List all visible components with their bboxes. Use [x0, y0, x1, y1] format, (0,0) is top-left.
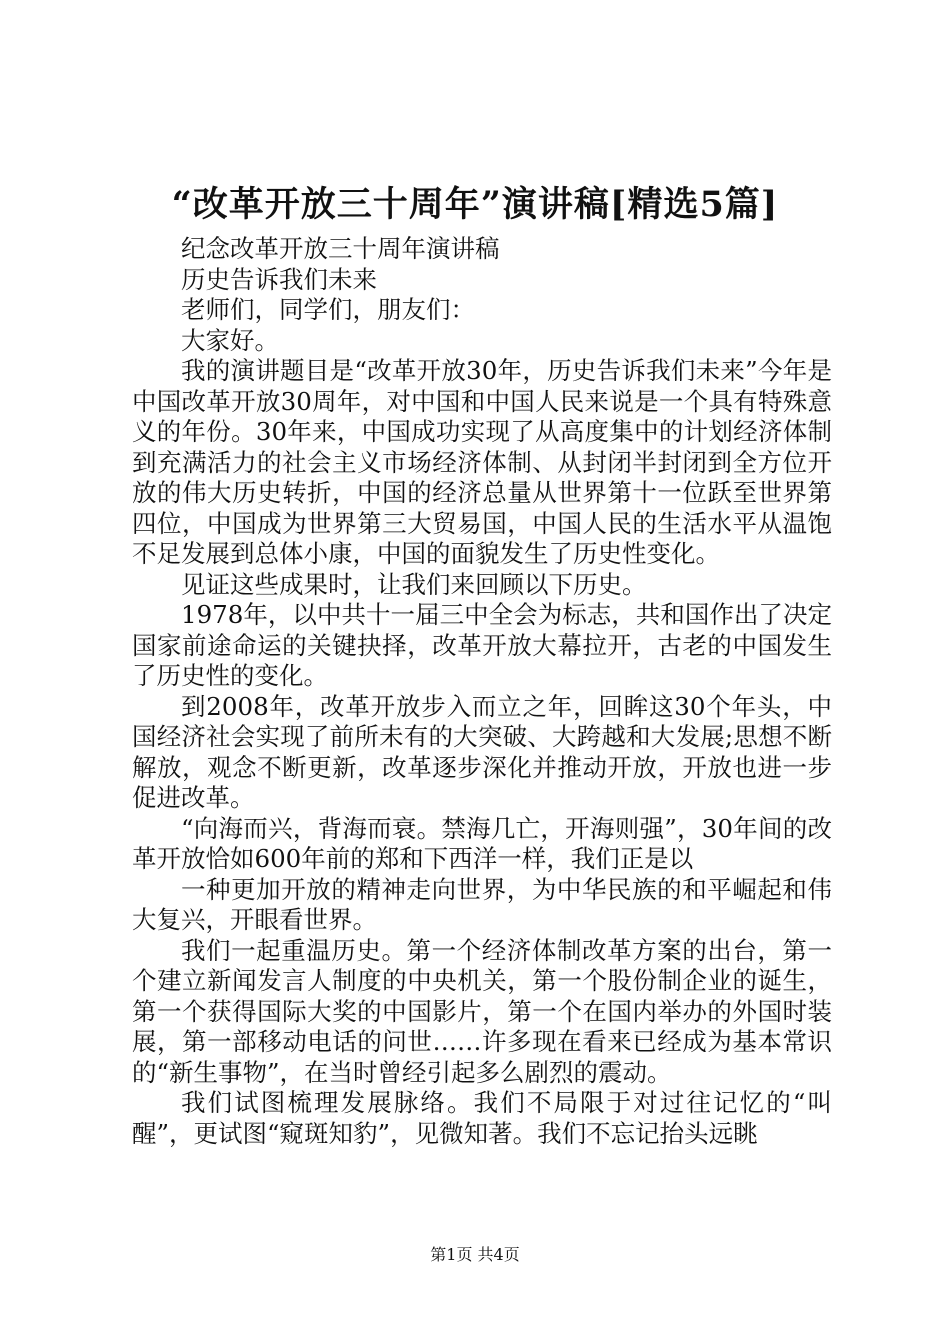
paragraph-review: 见证这些成果时，让我们来回顾以下历史。: [181, 569, 647, 599]
paragraph-open-spirit: 一种更加开放的精神走向世界，为中华民族的和平崛起和伟大复兴，开眼看世界。: [132, 874, 832, 934]
paragraph-speech-subtitle: 历史告诉我们未来: [181, 264, 377, 294]
paragraph-history-review: 我们一起重温历史。第一个经济体制改革方案的出台，第一个建立新闻发言人制度的中央机关，第一个股份制企业的诞生，第一个获得国际大奖的中国影片，第一个在国内举办的外国时装展，第一部移动电话的问世……许多现在看来已经成为基本常识的“新生事物”，在当时曾经引起多么剧烈的震动。: [132, 935, 832, 1087]
paragraph-salutation: 老师们，同学们，朋友们：: [181, 295, 475, 324]
paragraph-2008: 到2008年，改革开放步入而立之年，回眸这30个年头，中国经济社会实现了前所未有的大突破、大跨越和大发展;思想不断解放，观念不断更新，改革逐步深化并推动开放，开放也进一步促进改革。: [132, 691, 832, 812]
paragraph-speech-heading: 纪念改革开放三十周年演讲稿: [181, 234, 500, 263]
document-body: [132, 234, 832, 1149]
document-title: “改革开放三十周年”演讲稿[精选5篇]: [171, 184, 779, 225]
paragraph-greeting: 大家好。: [181, 325, 279, 355]
paragraph-intro: 我的演讲题目是“改革开放30年，历史告诉我们未来”今年是中国改革开放30周年，对中国和中国人民来说是一个具有特殊意义的年份。30年来，中国成功实现了从高度集中的计划经济体制到充满活力的社会主义市场经济体制、从封闭半封闭到全方位开放的伟大历史转折，中国的经济总量从世界第十一位跃至世界第四位，中国成为世界第三大贸易国，中国人民的生活水平从温饱不足发展到总体小康，中国的面貌发生了历史性变化。: [132, 356, 832, 568]
paragraph-sea-quote: “向海而兴，背海而衰。禁海几亡，开海则强”，30年间的改革开放恰如600年前的郑和下西洋一样，我们正是以: [132, 813, 832, 873]
paragraph-1978: 1978年，以中共十一届三中全会为标志，共和国作出了决定国家前途命运的关键抉择，改革开放大幕拉开，古老的中国发生了历史性的变化。: [132, 600, 832, 690]
paragraph-development-context: 我们试图梳理发展脉络。我们不局限于对过往记忆的“叫醒”，更试图“窥斑知豹”，见微知著。我们不忘记抬头远眺: [132, 1088, 832, 1148]
page-footer: 第1页 共4页: [430, 1245, 520, 1264]
